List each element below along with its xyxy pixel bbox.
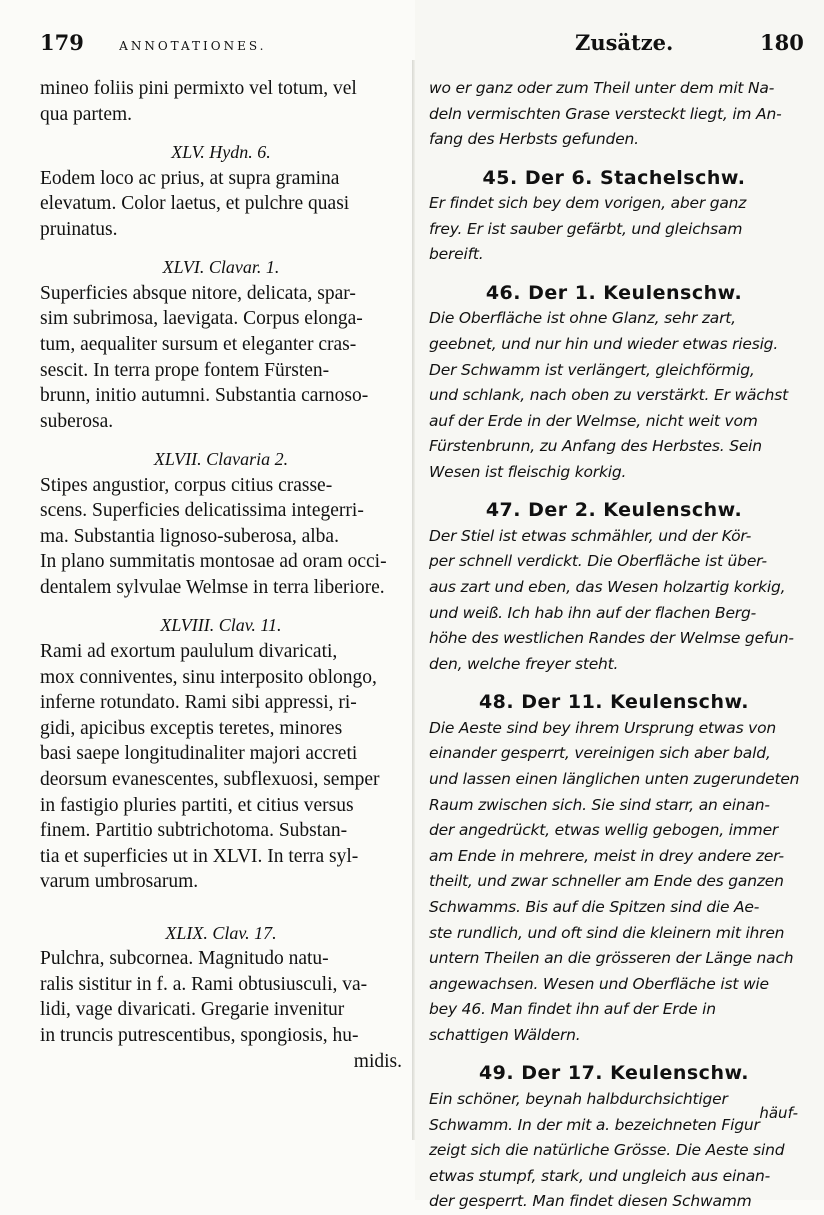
text-line: Wesen ist fleischig korkig. [429,462,627,481]
text-line: sim subrimosa, laevigata. Corpus elonga- [40,308,363,330]
text-line: mox conniventes, sinu interposito oblongo, [40,666,377,688]
text-line: einander gesperrt, vereinigen sich aber bald, [429,744,771,763]
text-line: den, welche freyer steht. [429,654,619,673]
section-heading: 46. Der 1. Keulenschw. [485,281,743,304]
left-running-head: ANNOTATIONES. [119,39,267,53]
text-line: wo er ganz oder zum Theil unter dem mit Na- [429,79,775,97]
text-line: angewachsen. Wesen und Oberfläche ist wie [429,974,769,993]
text-line: Stipes angustior, corpus citius crasse- [40,474,333,496]
text-line: fang des Herbsts gefunden. [429,130,639,149]
section-spacer [429,1049,799,1062]
text-line: Der Schwamm ist verlängert, gleichförmig, [429,360,755,379]
section-spacer [40,242,402,255]
section-spacer [40,895,402,921]
text-line: inferne rotundato. Rami sibi appressi, ri- [40,692,357,714]
right-text-column [429,76,799,1215]
text-line: finem. Partitio subtrichotoma. Substan- [40,820,348,842]
text-line: theilt, und zwar schneller am Ende des ganzen [429,872,784,891]
right-page-number: 180 [760,30,804,55]
section-spacer [429,153,799,166]
section-spacer [429,677,799,690]
section-spacer [429,486,799,499]
text-line: tia et superficies ut in XLVI. In terra syl- [40,845,359,867]
text-line: bereift. [429,245,484,264]
section-spacer [40,601,402,614]
text-line: Pulchra, subcornea. Magnitudo natu- [40,948,329,970]
text-line: Fürstenbrunn, zu Anfang des Herbstes. Sein [429,437,762,456]
text-line: am Ende in mehrere, meist in drey andere zer- [429,846,784,865]
text-line: lidi, vage divaricati. Gregarie invenitur [40,999,345,1021]
text-line: in truncis putrescentibus, spongiosis, hu- [40,1024,359,1046]
text-line: mineo foliis pini permixto vel totum, vel [40,78,357,99]
text-line: deorsum evanescentes, subflexuosi, semper [40,769,380,791]
catchword: häuf- [759,1104,798,1122]
section-heading: 45. Der 6. Stachelschw. [482,166,746,189]
left-text-column [40,76,402,1074]
text-line: und lassen einen länglichen unten zugerundeten [429,770,800,789]
text-line: bey 46. Man findet ihn auf der Erde in [429,1000,716,1019]
text-line: varum umbrosarum. [40,871,199,893]
text-line: deln vermischten Grase versteckt liegt, im An- [429,104,782,123]
text-line: Die Oberfläche ist ohne Glanz, sehr zart, [429,309,736,328]
text-line: und weiß. Ich hab ihn auf der flachen Berg- [429,603,757,622]
text-line: Schwamm. In der mit a. bezeichneten Figur [429,1115,760,1134]
text-line: scens. Superficies delicatissima integerri- [40,500,364,522]
text-line: Die Aeste sind bey ihrem Ursprung etwas von [429,718,777,737]
text-line: zeigt sich die natürliche Grösse. Die Aeste sind [429,1141,785,1160]
right-page [415,0,824,1211]
text-line: und schlank, nach oben zu verstärkt. Er wächst [429,386,788,405]
text-line: Ein schöner, beynah halbdurchsichtiger [429,1089,728,1108]
section-heading: 48. Der 11. Keulenschw. [478,691,750,714]
section-heading: XLV. Hydn. 6. [171,141,271,162]
text-line: in fastigio pluries partiti, et citius versus [40,794,354,816]
left-page-header [40,30,266,55]
text-line: etwas stumpf, stark, und ungleich aus einan- [429,1166,771,1185]
section-heading: 49. Der 17. Keulenschw. [478,1062,750,1085]
text-line: gidi, apicibus exceptis teretes, minores [40,717,343,739]
text-line: ralis sistitur in f. a. Rami obtusiusculi, va- [40,973,368,995]
text-line: midis. [353,1050,402,1072]
left-page-number: 179 [40,30,84,55]
text-line: Eodem loco ac prius, at supra gramina [40,167,340,189]
section-spacer [40,127,402,140]
text-line: Der Stiel ist etwas schmähler, und der Kör- [429,526,752,545]
left-page [0,0,415,1200]
text-line: Schwamms. Bis auf die Spitzen sind die Ae- [429,898,760,916]
text-line: aus zart und eben, das Wesen holzartig korkig, [429,578,786,597]
text-line: der angedrückt, etwas wellig gebogen, immer [429,821,779,840]
section-heading: XLVIII. Clav. 11. [160,615,282,636]
text-line: Superficies absque nitore, delicata, spar- [40,282,356,304]
text-line: elevatum. Color laetus, et pulchre quasi [40,193,350,215]
text-line: qua partem. [40,103,133,125]
text-line: dentalem sylvulae Welmse in terra liberiore. [40,577,385,599]
text-line: ma. Substantia lignoso-suberosa, alba. [40,525,339,547]
text-line: Raum zwischen sich. Sie sind starr, an einan- [429,795,770,814]
section-spacer [40,434,402,447]
text-line: sescit. In terra prope fontem Fürsten- [40,359,330,381]
text-line: suberosa. [40,410,114,432]
text-line: ste rundlich, und oft sind die kleinern mit ihren [429,923,785,942]
text-line: basi saepe longitudinaliter majori accreti [40,743,358,765]
text-line: pruinatus. [40,218,118,240]
text-line: frey. Er ist sauber gefärbt, und gleichsam [429,219,743,238]
section-spacer [429,268,799,281]
text-line: tum, aequaliter sursum et eleganter cras- [40,333,357,355]
text-line: geebnet, und nur hin und wieder etwas riesig. [429,334,779,353]
text-line: höhe des westlichen Randes der Welmse gefun- [429,629,794,648]
section-heading: 47. Der 2. Keulenschw. [485,499,743,522]
text-line: der gesperrt. Man findet diesen Schwamm [429,1192,752,1211]
section-heading: XLVII. Clavaria 2. [153,449,289,470]
text-line: schattigen Wäldern. [429,1025,581,1044]
text-line: untern Theilen an die grösseren der Länge nach [429,949,794,968]
text-line: brunn, initio autumni. Substantia carnoso- [40,385,369,407]
right-running-head: Zusätze. [575,30,674,55]
section-heading: XLVI. Clavar. 1. [162,257,280,278]
text-line: per schnell verdickt. Die Oberfläche ist über- [429,552,767,571]
text-line: auf der Erde in der Welmse, nicht weit vom [429,411,758,430]
text-line: In plano summitatis montosae ad oram occi- [40,551,387,573]
text-line: Er findet sich bey dem vorigen, aber ganz [429,194,747,213]
section-heading: XLIX. Clav. 17. [165,922,277,943]
text-line: Rami ad exortum paululum divaricati, [40,641,338,663]
